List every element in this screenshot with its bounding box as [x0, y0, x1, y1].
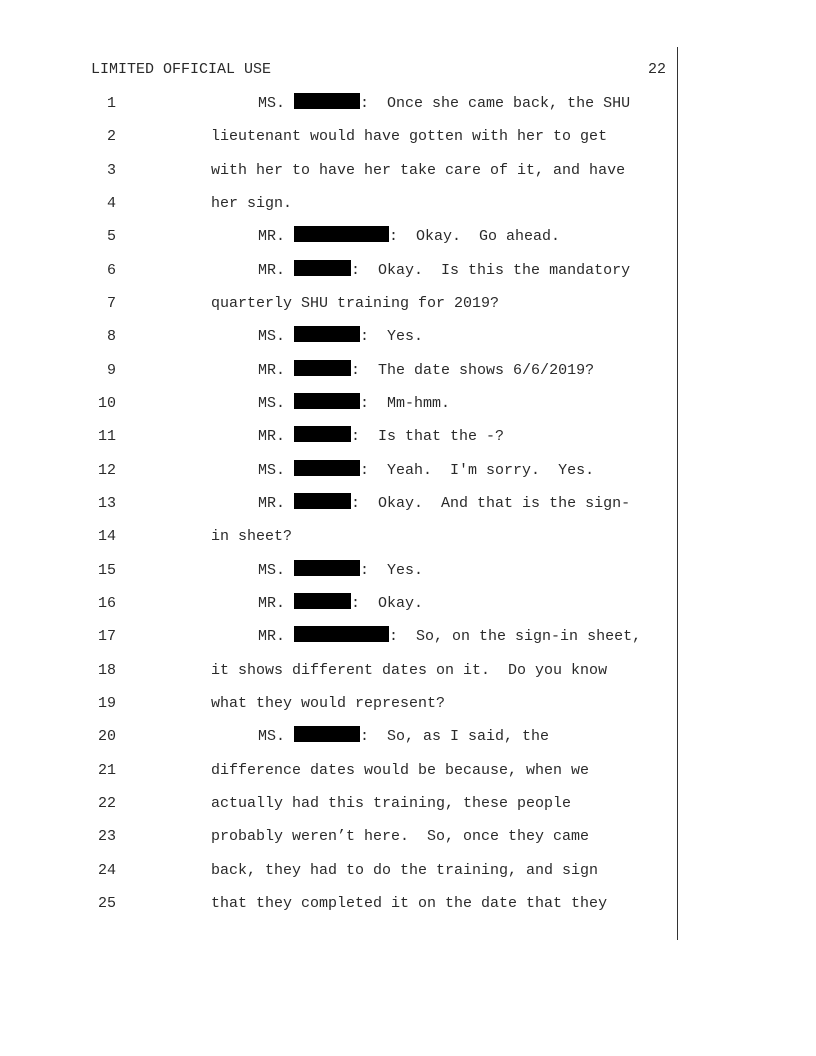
line-number: 5 [106, 228, 116, 246]
spoken-text: : Mm-hmm. [360, 394, 451, 412]
line-text [258, 554, 423, 587]
transcript-line [0, 687, 816, 720]
line-number: 6 [106, 261, 116, 279]
spoken-text: back, they had to do the training, and sign [211, 861, 599, 879]
speaker-label: MR. [258, 628, 286, 646]
line-text [211, 154, 625, 187]
transcript-line [0, 154, 816, 187]
spoken-text: lieutenant would have gotten with her to get [211, 128, 608, 146]
line-text [258, 420, 504, 453]
spoken-text: it shows different dates on it. Do you know [211, 661, 608, 679]
line-number: 3 [106, 161, 116, 179]
line-text [211, 187, 292, 220]
transcript-line [0, 187, 816, 220]
spoken-text: : Okay. And that is the sign- [351, 494, 631, 512]
redaction-box [294, 226, 389, 242]
transcript-line [0, 854, 816, 887]
transcript-line [0, 320, 816, 353]
line-text [258, 354, 594, 387]
line-number: 13 [97, 494, 116, 512]
line-text [258, 720, 549, 753]
line-number: 16 [97, 594, 116, 612]
transcript-line [0, 654, 816, 687]
line-text [211, 520, 292, 553]
line-number: 17 [97, 628, 116, 646]
transcript-line [0, 887, 816, 920]
spoken-text: : Okay. Go ahead. [389, 228, 561, 246]
line-number: 15 [97, 561, 116, 579]
redaction-box [294, 560, 360, 576]
page-number: 22 [647, 61, 666, 78]
spoken-text: what they would represent? [211, 694, 446, 712]
transcript-line [0, 420, 816, 453]
transcript-line [0, 520, 816, 553]
transcript-line [0, 220, 816, 253]
spoken-text: in sheet? [211, 528, 293, 546]
line-number: 9 [106, 361, 116, 379]
line-number: 24 [97, 861, 116, 879]
redaction-box [294, 393, 360, 409]
spoken-text: actually had this training, these people [211, 794, 572, 812]
line-text [258, 254, 630, 287]
transcript-lines [0, 87, 816, 920]
transcript-line [0, 287, 816, 320]
spoken-text: probably weren’t here. So, once they came [211, 828, 590, 846]
line-number: 2 [106, 128, 116, 146]
spoken-text: : So, on the sign-in sheet, [389, 628, 642, 646]
redaction-box [294, 426, 351, 442]
spoken-text: : Okay. Is this the mandatory [351, 261, 631, 279]
spoken-text: : So, as I said, the [360, 728, 550, 746]
transcript-line [0, 820, 816, 853]
line-number: 7 [106, 294, 116, 312]
transcript-line [0, 620, 816, 653]
speaker-label: MR. [258, 494, 286, 512]
spoken-text: difference dates would be because, when we [211, 761, 590, 779]
spoken-text: : Once she came back, the SHU [360, 95, 631, 112]
transcript-line [0, 87, 816, 120]
speaker-label: MR. [258, 261, 286, 279]
line-number: 1 [106, 95, 116, 112]
spoken-text: : Yes. [360, 328, 424, 346]
line-text [258, 87, 630, 120]
line-text [211, 287, 499, 320]
spoken-text: : Is that the -? [351, 428, 505, 446]
speaker-label: MS. [258, 461, 286, 479]
speaker-label: MR. [258, 594, 286, 612]
line-number: 8 [106, 328, 116, 346]
line-number: 4 [106, 194, 116, 212]
line-text [211, 820, 589, 853]
line-text [258, 387, 450, 420]
spoken-text: : Yes. [360, 561, 424, 579]
transcript-line [0, 754, 816, 787]
redaction-box [294, 726, 360, 742]
line-text [211, 854, 598, 887]
line-text [258, 587, 423, 620]
line-number: 22 [97, 794, 116, 812]
speaker-label: MS. [258, 728, 286, 746]
line-text [211, 120, 607, 153]
line-text [258, 320, 423, 353]
redaction-box [294, 260, 351, 276]
line-number: 19 [97, 694, 116, 712]
line-text [258, 487, 630, 520]
spoken-text: : Yeah. I'm sorry. Yes. [360, 461, 595, 479]
spoken-text: her sign. [211, 194, 293, 212]
transcript-line [0, 720, 816, 753]
spoken-text: : Okay. [351, 594, 424, 612]
line-number: 14 [97, 528, 116, 546]
transcript-line [0, 120, 816, 153]
classification-header: LIMITED OFFICIAL USE [91, 61, 272, 78]
spoken-text: with her to have her take care of it, and have [211, 161, 626, 179]
spoken-text: : The date shows 6/6/2019? [351, 361, 595, 379]
speaker-label: MS. [258, 561, 286, 579]
line-number: 18 [97, 661, 116, 679]
transcript-line [0, 454, 816, 487]
redaction-box [294, 326, 360, 342]
transcript-line [0, 554, 816, 587]
redaction-box [294, 360, 351, 376]
line-text [258, 620, 641, 653]
line-number: 20 [97, 728, 116, 746]
redaction-box [294, 593, 351, 609]
line-text [211, 654, 607, 687]
speaker-label: MR. [258, 361, 286, 379]
line-text [258, 454, 594, 487]
line-number: 25 [97, 894, 116, 912]
speaker-label: MS. [258, 328, 286, 346]
transcript-line [0, 587, 816, 620]
speaker-label: MS. [258, 95, 286, 112]
redaction-box [294, 93, 360, 109]
line-text [211, 687, 445, 720]
line-number: 23 [97, 828, 116, 846]
speaker-label: MR. [258, 228, 286, 246]
line-number: 21 [97, 761, 116, 779]
line-number: 10 [97, 394, 116, 412]
line-text [258, 220, 560, 253]
line-text [211, 787, 571, 820]
speaker-label: MS. [258, 394, 286, 412]
transcript-line [0, 254, 816, 287]
line-number: 11 [97, 428, 116, 446]
redaction-box [294, 493, 351, 509]
line-number: 12 [97, 461, 116, 479]
transcript-line [0, 487, 816, 520]
redaction-box [294, 626, 389, 642]
spoken-text: that they completed it on the date that they [211, 894, 608, 912]
speaker-label: MR. [258, 428, 286, 446]
transcript-line [0, 787, 816, 820]
redaction-box [294, 460, 360, 476]
line-text [211, 754, 589, 787]
spoken-text: quarterly SHU training for 2019? [211, 294, 500, 312]
line-text [211, 887, 607, 920]
transcript-line [0, 354, 816, 387]
transcript-line [0, 387, 816, 420]
